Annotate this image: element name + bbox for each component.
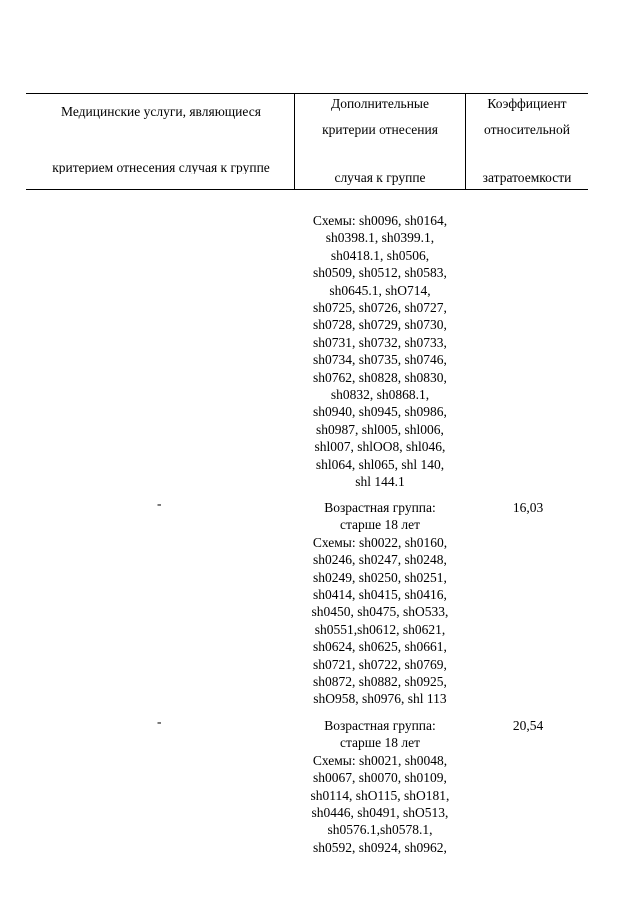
header-criteria-line-3: случая к группе bbox=[334, 170, 426, 185]
criteria-line: Схемы: sh0021, sh0048, bbox=[312, 752, 448, 768]
header-criteria-line-1: Дополнительные bbox=[330, 96, 429, 111]
header-coefficient-line-3: затратоемкости bbox=[482, 170, 572, 185]
header-coefficient-line-1: Коэффициент bbox=[487, 96, 567, 111]
row-3-criteria bbox=[296, 717, 464, 856]
criteria-line: sh0446, sh0491, shO513, bbox=[311, 805, 449, 821]
criteria-line: старше 18 лет bbox=[339, 517, 421, 533]
criteria-line: sh0249, sh0250, sh0251, bbox=[313, 569, 447, 585]
criteria-line: sh0725, sh0726, sh0727, bbox=[313, 300, 447, 316]
criteria-line: sh0872, sh0882, sh0925, bbox=[313, 674, 447, 690]
criteria-line: sh0645.1, shO714, bbox=[329, 282, 431, 298]
criteria-line: sh0509, sh0512, sh0583, bbox=[313, 265, 447, 281]
criteria-line: sh0832, sh0868.1, bbox=[330, 387, 430, 403]
criteria-line: Возрастная группа: bbox=[324, 500, 436, 515]
row-1-criteria bbox=[296, 212, 464, 491]
criteria-line: sh0398.1, sh0399.1, bbox=[325, 230, 435, 246]
header-services-line-1: Медицинские услуги, являющиеся bbox=[61, 104, 261, 119]
row-3-coefficient: 20,54 bbox=[512, 718, 544, 733]
criteria-line: sh0450, sh0475, shO533, bbox=[311, 604, 449, 620]
criteria-line: sh0734, sh0735, sh0746, bbox=[313, 352, 447, 368]
criteria-line: sh0940, sh0945, sh0986, bbox=[313, 404, 447, 420]
criteria-line: Схемы: sh0022, sh0160, bbox=[312, 534, 448, 550]
criteria-line: sh0987, shl005, shl006, bbox=[316, 421, 444, 437]
criteria-line: shl007, shlOO8, shl046, bbox=[314, 439, 446, 455]
row-3-services: - bbox=[157, 714, 162, 729]
criteria-line: sh0246, sh0247, sh0248, bbox=[313, 552, 447, 568]
criteria-line: Возрастная группа: bbox=[324, 718, 436, 733]
criteria-line: Схемы: sh0096, sh0164, bbox=[312, 213, 448, 228]
criteria-line: sh0551,sh0612, sh0621, bbox=[314, 621, 446, 637]
row-2-services: - bbox=[157, 496, 162, 511]
header-services-line-2: критерием отнесения случая к группе bbox=[52, 160, 270, 174]
criteria-line: sh0414, sh0415, sh0416, bbox=[313, 587, 447, 603]
row-2-criteria bbox=[296, 499, 464, 708]
header-criteria-line-2: критерии отнесения bbox=[322, 122, 438, 137]
criteria-line: sh0114, shO115, shO181, bbox=[310, 787, 450, 803]
criteria-line: sh0576.1,sh0578.1, bbox=[327, 822, 433, 838]
criteria-line: shO958, sh0976, shl 113 bbox=[313, 691, 447, 707]
row-2-coefficient: 16,03 bbox=[512, 500, 544, 515]
criteria-line: sh0721, sh0722, sh0769, bbox=[313, 656, 447, 672]
header-top-border bbox=[26, 93, 588, 94]
criteria-line: sh0731, sh0732, sh0733, bbox=[313, 334, 447, 350]
criteria-line: старше 18 лет bbox=[339, 735, 421, 751]
criteria-line: shl 144.1 bbox=[355, 474, 405, 490]
criteria-line: sh0624, sh0625, sh0661, bbox=[313, 639, 447, 655]
criteria-line: sh0728, sh0729, sh0730, bbox=[313, 317, 447, 333]
criteria-line: sh0762, sh0828, sh0830, bbox=[313, 369, 447, 385]
criteria-line: shl064, shl065, shl 140, bbox=[315, 456, 445, 472]
criteria-line: sh0067, sh0070, sh0109, bbox=[313, 770, 447, 786]
criteria-line: sh0418.1, sh0506, bbox=[330, 247, 430, 263]
criteria-line: sh0592, sh0924, sh0962, bbox=[313, 839, 447, 855]
header-divider-1 bbox=[294, 93, 295, 190]
header-coefficient-line-2: относительной bbox=[484, 122, 570, 137]
header-bottom-border bbox=[26, 189, 588, 190]
